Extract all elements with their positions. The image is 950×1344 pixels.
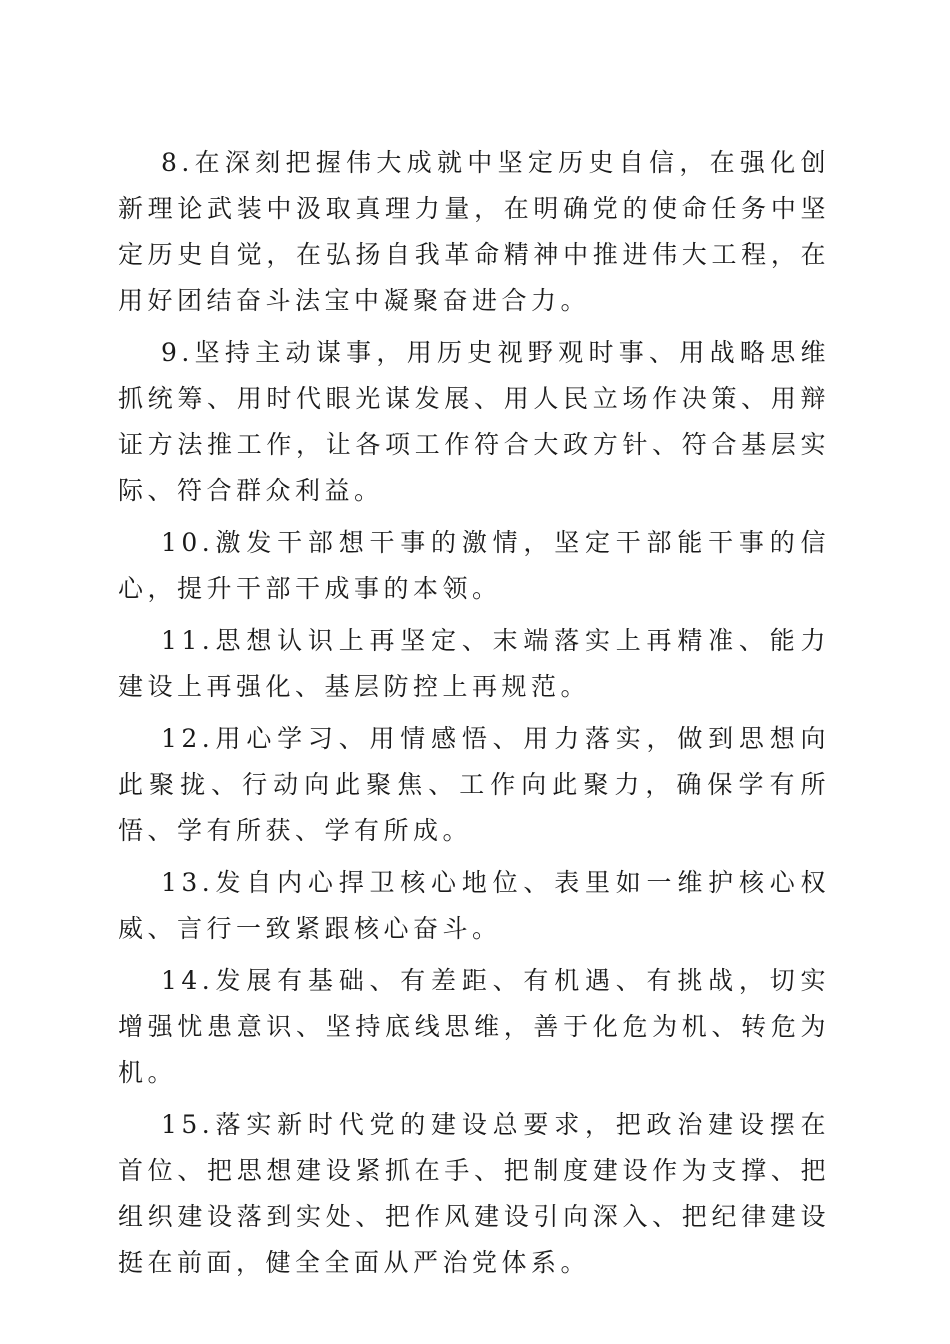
paragraph-11: 11.思想认识上再坚定、末端落实上再精准、能力建设上再强化、基层防控上再规范。 xyxy=(118,626,830,701)
paragraph-15: 15.落实新时代党的建设总要求，把政治建设摆在首位、把思想建设紧抓在手、把制度建设作为支撑、把组织建设落到实处、把作风建设引向深入、把纪律建设挺在前面，健全全面从严治党体系。 xyxy=(118,1110,830,1277)
paragraph-8: 8.在深刻把握伟大成就中坚定历史自信，在强化创新理论武装中汲取真理力量，在明确党的使命任务中坚定历史自觉，在弘扬自我革命精神中推进伟大工程，在用好团结奋斗法宝中凝聚奋进合力。 xyxy=(118,148,830,315)
paragraph-10: 10.激发干部想干事的激情，坚定干部能干事的信心，提升干部干成事的本领。 xyxy=(118,528,830,603)
paragraph-9: 9.坚持主动谋事，用历史视野观时事、用战略思维抓统筹、用时代眼光谋发展、用人民立场作决策、用辩证方法推工作，让各项工作符合大政方针、符合基层实际、符合群众利益。 xyxy=(118,338,830,505)
paragraph-14: 14.发展有基础、有差距、有机遇、有挑战，切实增强忧患意识、坚持底线思维，善于化危为机、转危为机。 xyxy=(118,966,830,1087)
paragraph-13: 13.发自内心捍卫核心地位、表里如一维护核心权威、言行一致紧跟核心奋斗。 xyxy=(118,868,830,943)
paragraph-12: 12.用心学习、用情感悟、用力落实，做到思想向此聚拢、行动向此聚焦、工作向此聚力，确保学有所悟、学有所获、学有所成。 xyxy=(118,724,830,845)
document-body xyxy=(118,140,830,1292)
